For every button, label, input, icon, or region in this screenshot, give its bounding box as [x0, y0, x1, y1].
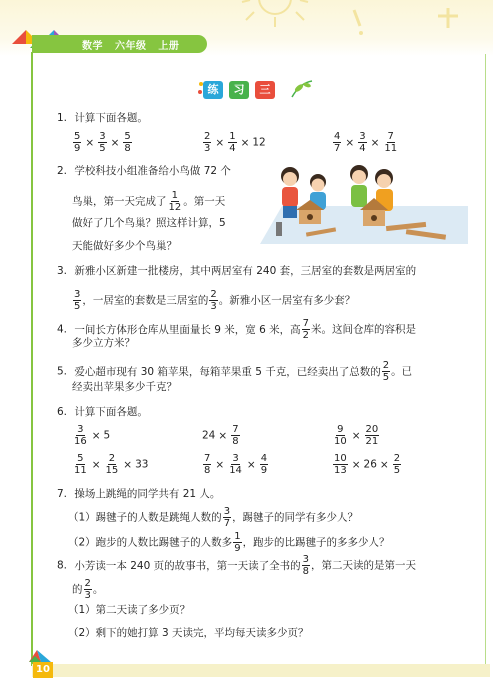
section-title-char-3: 三 — [255, 81, 275, 99]
question-8-part-2: （2）剩下的她打算 3 天读完，平均每天读多少页？ — [68, 627, 309, 639]
section-title-char-2: 习 — [229, 81, 249, 99]
expression-6-2: 24 × $\frac{7}{8}$ — [202, 424, 239, 447]
question-5-line-1: 5. 爱心超市现有 30 箱苹果，每箱苹果重 5 千克，已经卖出了总数的 $\frac{2}{5}$ 。已 — [57, 360, 413, 383]
footer-bar — [32, 664, 490, 677]
children-building-birdhouses-illustration — [256, 160, 472, 246]
question-number: 6. — [57, 406, 68, 418]
question-number: 2. — [57, 165, 68, 177]
page-number: 10 — [33, 662, 53, 678]
question-2-line-1: 2. 学校科技小组准备给小鸟做 72 个 — [57, 165, 231, 177]
exclamation-doodle — [348, 8, 368, 38]
expression-1-3: $\frac{4}{7}$ × $\frac{3}{4}$ × $\frac{7}{11}$ — [334, 131, 398, 154]
expression-6-3: $\frac{9}{10}$ × $\frac{20}{21}$ — [334, 424, 379, 447]
question-number: 4. — [57, 323, 68, 336]
question-7-part-2: （2）跑步的人数比踢毽子的人数多 $\frac{1}{9}$ ，跑步的比踢毽子的多多少人？ — [68, 531, 390, 554]
question-7-part-1: （1）踢毽子的人数是跳绳人数的 $\frac{3}{7}$ ，踢毽子的同学有多少人？ — [68, 506, 359, 529]
question-number: 3. — [57, 265, 68, 277]
question-7: 7. 操场上跳绳的同学共有 21 人。 — [57, 488, 221, 500]
question-5-line-2: 经卖出苹果多少千克？ — [72, 381, 177, 393]
question-2-line-4: 天能做好多少个鸟巢？ — [72, 240, 177, 252]
question-8-line-2: 的 $\frac{2}{3}$ 。 — [72, 578, 104, 601]
question-3-line-2: $\frac{3}{5}$ ，一居室的套数是三居室的 $\frac{2}{3}$ 。新雅小区一居室有多少套？ — [74, 289, 356, 312]
expression-1-1: $\frac{5}{9}$ × $\frac{3}{5}$ × $\frac{5}{8}$ — [74, 131, 131, 154]
expression-6-1: $\frac{3}{16}$ × 5 — [74, 424, 111, 447]
plus-doodle — [430, 6, 470, 36]
expression-6-5: $\frac{7}{8}$ × $\frac{3}{14}$ × $\frac{4}{9}$ — [204, 453, 268, 476]
question-number: 1. — [57, 112, 68, 124]
sun-doodle — [240, 0, 310, 30]
question-3-line-1: 3. 新雅小区新建一批楼房，其中两居室有 240 套，三居室的套数是两居室的 — [57, 265, 417, 277]
expression-6-4: $\frac{5}{11}$ × $\frac{2}{15}$ × 33 — [74, 453, 149, 476]
question-8-line-1: 8. 小芳读一本 240 页的故事书，第一天读了全书的 $\frac{3}{8}$ ，第二天读的是第一天 — [57, 554, 416, 577]
expression-6-6: $\frac{10}{13}$ × 26 × $\frac{2}{5}$ — [334, 453, 401, 476]
question-6: 6. 计算下面各题。 — [57, 406, 148, 418]
section-title-char-1: 练 — [203, 81, 223, 99]
question-4-line-1: 4. 一间长方体形仓库从里面量长 9 米，宽 6 米，高 $\frac{7}{2}$ 米。这间仓库的容积是 — [57, 318, 416, 341]
question-1 — [57, 111, 148, 125]
question-number: 7. — [57, 488, 68, 500]
book-title: 数学 六年级 上册 — [82, 41, 180, 52]
question-text: 计算下面各题。 — [74, 112, 148, 124]
leaf-icon — [290, 79, 314, 99]
question-8-part-1: （1）第二天读了多少页？ — [68, 604, 191, 616]
expression-1-2: $\frac{2}{3}$ × $\frac{1}{4}$ × 12 — [204, 131, 266, 154]
question-number: 8. — [57, 559, 68, 572]
left-frame-line — [31, 52, 33, 666]
right-frame-line — [485, 54, 486, 666]
question-4-line-2: 多少立方米？ — [72, 337, 135, 349]
question-2-line-3: 做好了几个鸟巢？照这样计算，5 — [72, 217, 226, 229]
question-number: 5. — [57, 365, 68, 378]
question-2-line-2: 鸟巢，第一天完成了 $\frac{1}{12}$ 。第一天 — [72, 190, 226, 213]
